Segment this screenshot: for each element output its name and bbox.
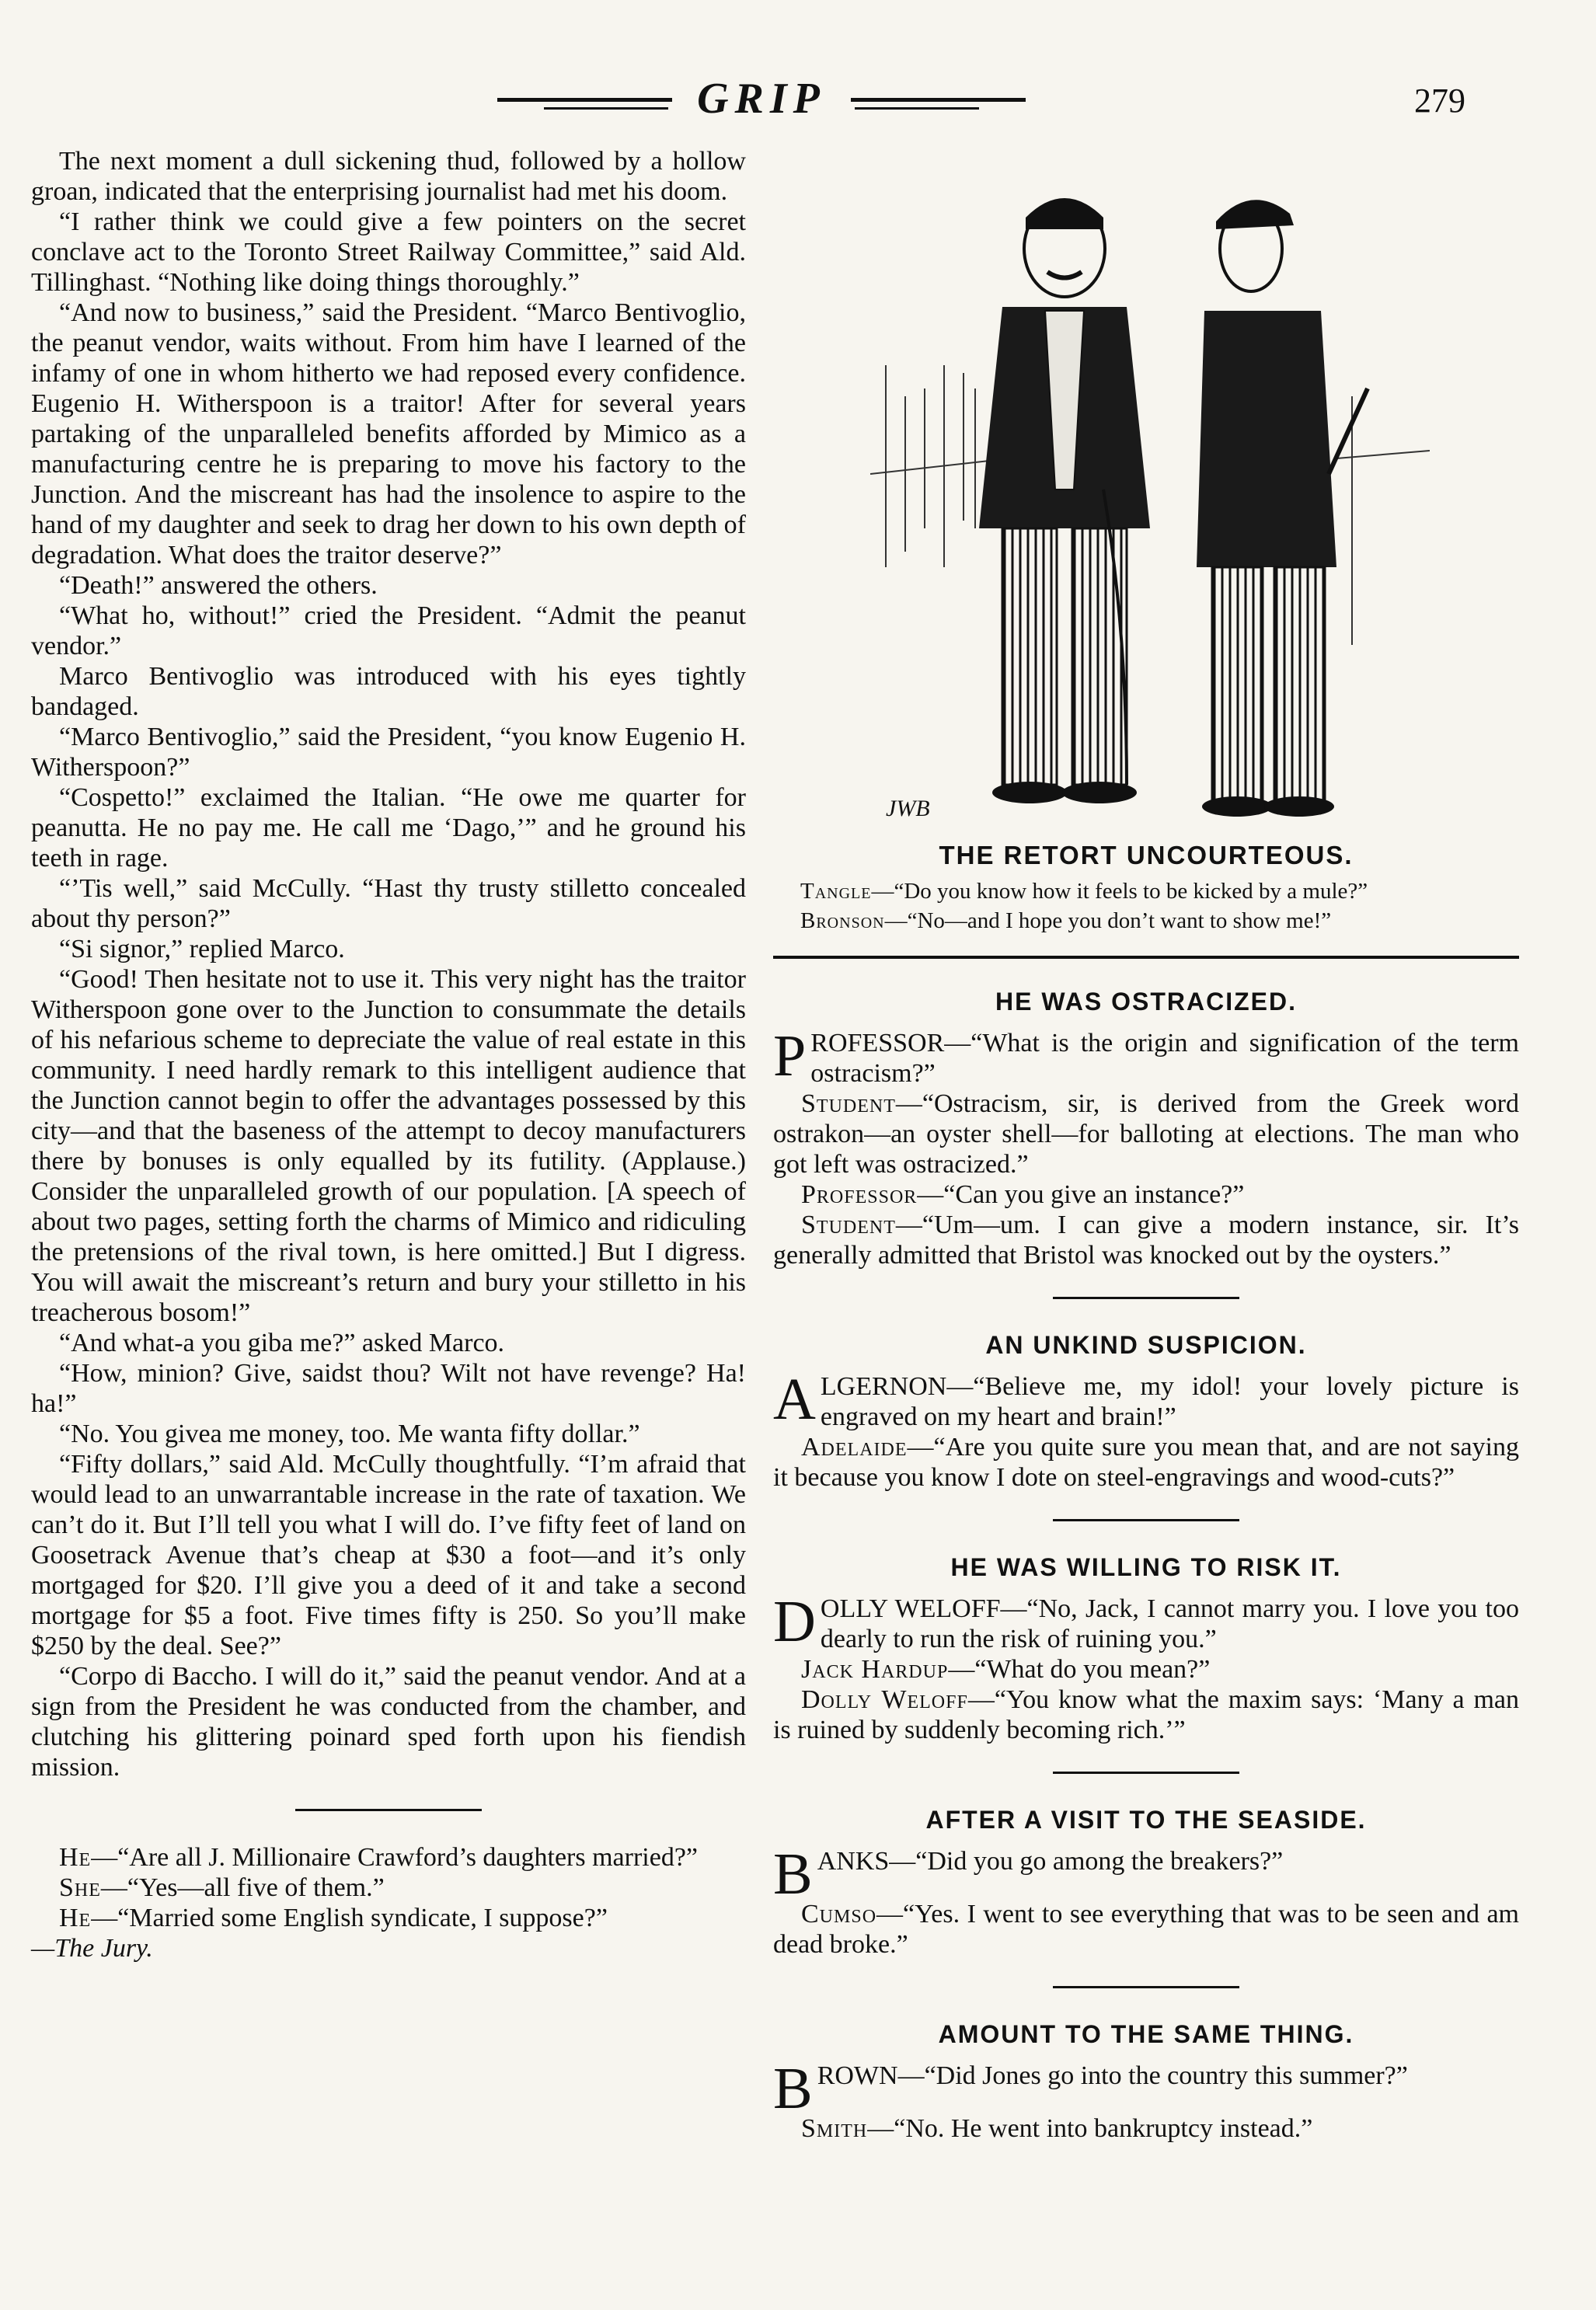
dialogue-text: —“Yes. I went to see everything that was to be seen and am dead broke.” — [773, 1900, 1519, 1959]
joke-text: —“Are all J. Millionaire Crawford’s daughters married?” — [91, 1843, 699, 1872]
caption-text: —“Do you know how it feels to be kicked by a mule?” — [871, 879, 1368, 904]
story-paragraph: “I rather think we could give a few pointers on the secret conclave act to the Toronto Street Railway Committee,” said Ald. Tillinghast. “Nothing like doing things thoroughly.” — [31, 207, 746, 297]
dialogue-text: —“No. He went into bankruptcy instead.” — [867, 2114, 1313, 2143]
source-text: —The Jury. — [31, 1934, 153, 1963]
dialogue-text: ROFESSOR—“What is the origin and signification of the term ostracism?” — [810, 1029, 1519, 1088]
speaker: Dolly Weloff — [801, 1685, 968, 1714]
cartoon-illustration — [870, 163, 1430, 847]
speaker: Smith — [801, 2114, 868, 2143]
story-paragraph: “And what-a you giba me?” asked Marco. — [59, 1329, 505, 1357]
masthead-rule-left-inner — [544, 107, 668, 110]
dialogue-text: —“Are you quite sure you mean that, and are not saying it because you know I dote on steel-engravings and wood-cuts?” — [773, 1433, 1519, 1492]
section-ostracized — [773, 987, 1519, 1270]
separator-rule — [1053, 1519, 1239, 1521]
drop-cap: A — [773, 1367, 816, 1432]
dialogue-line — [773, 1367, 1519, 1432]
joke-source — [31, 1933, 746, 1963]
caption-line — [800, 906, 1515, 935]
dialogue-line — [773, 1089, 1519, 1179]
story-paragraph: “Marco Bentivoglio,” said the President, “you know Eugenio H. Witherspoon?” — [31, 723, 746, 782]
story-paragraph: “Death!” answered the others. — [59, 571, 378, 600]
story-paragraph: “And now to business,” said the President. “Marco Bentivoglio, the peanut vendor, waits without. From him have I learned of the infamy of one in whom hitherto we had reposed every confidence. Eugenio H. Witherspoon is a traitor! After for several years partaking of the unparalleled benefits afforded by Mimico as a manufacturing centre he is preparing to move his factory to the Junction. And the miscreant has had the insolence to aspire to the hand of my daughter and seek to drag her down to his own depth of degradation. What does the traitor deserve?” — [31, 298, 746, 570]
speaker: Adelaide — [801, 1433, 908, 1462]
separator-rule — [1053, 1772, 1239, 1774]
speaker: He — [59, 1843, 92, 1872]
speaker: Cumso — [801, 1900, 877, 1928]
dialogue-line — [773, 2113, 1519, 2144]
speaker: Jack Hardup — [801, 1655, 949, 1684]
section-heading: AFTER A VISIT TO THE SEASIDE. — [925, 1806, 1367, 1834]
story-paragraph: The next moment a dull sickening thud, followed by a hollow groan, indicated that the enterprising journalist had met his doom. — [31, 147, 746, 206]
masthead-rule-right — [851, 98, 1026, 102]
dialogue-text: —“Ostracism, sir, is derived from the Greek word ostrakon—an oyster shell—for balloting at elections. The man who got left was ostracized.” — [773, 1089, 1519, 1179]
dialogue-line — [773, 1685, 1519, 1745]
speaker: Student — [801, 1089, 896, 1118]
story-paragraph: “How, minion? Give, saidst thou? Wilt not have revenge? Ha! ha!” — [31, 1359, 746, 1418]
section-heading: AMOUNT TO THE SAME THING. — [938, 2020, 1354, 2048]
separator-rule — [1053, 1986, 1239, 1988]
section-unkind-suspicion — [773, 1330, 1519, 1493]
dialogue-line — [773, 1589, 1519, 1654]
cartoon-image — [870, 163, 1430, 847]
dialogue-line — [773, 1899, 1519, 1960]
joke-line — [31, 1842, 746, 1873]
dialogue-line — [773, 1023, 1519, 1089]
masthead-rule-left — [497, 98, 672, 102]
figure-bronson — [1197, 200, 1368, 817]
story-paragraph: “Cospetto!” exclaimed the Italian. “He owe me quarter for peanutta. He no pay me. He call me ‘Dago,’” and he ground his teeth in rage. — [31, 783, 746, 873]
left-column — [31, 146, 746, 1963]
section-willing-to-risk — [773, 1552, 1519, 1745]
section-heading: AN UNKIND SUSPICION. — [985, 1331, 1307, 1359]
caption-line — [800, 876, 1515, 906]
dialogue-line — [773, 1210, 1519, 1270]
page-number: 279 — [1414, 82, 1465, 120]
speaker: Bronson — [800, 908, 885, 933]
separator-rule — [295, 1809, 482, 1811]
dialogue-text: ANKS—“Did you go among the breakers?” — [817, 1847, 1284, 1876]
separator-rule — [1053, 1297, 1239, 1299]
speaker: Professor — [801, 1180, 918, 1209]
story-paragraph: “Corpo di Baccho. I will do it,” said the peanut vendor. And at a sign from the President he was conducted from the chamber, and clutching his glittering poinard sped forth upon his fiendish mission. — [31, 1662, 746, 1782]
section-heading: HE WAS OSTRACIZED. — [995, 988, 1297, 1016]
drop-cap: B — [773, 2056, 813, 2121]
section-same-thing — [773, 2019, 1519, 2144]
masthead-title: GRIP — [697, 75, 826, 123]
story-paragraph: “Good! Then hesitate not to use it. This very night has the traitor Witherspoon gone over to the Junction to consummate the details of his nefarious scheme to depreciate the value of real estate in this community. I need hardly remark to this intelligent audience that the Junction cannot begin to offer the advantages possessed by this city—and that the baseness of the attempt to decoy manufacturers there by bonuses is only equalled by its futility. (Applause.) Consider the unparalleled growth of our population. [A speech of about two pages, setting forth the charms of Mimico and ridiculing the pretensions of the rival town, is here omitted.] But I digress. You will await the miscreant’s return and bury your stilletto in his treacherous bosom!” — [31, 965, 746, 1327]
dialogue-line — [773, 1432, 1519, 1493]
joke-he-she — [31, 1842, 746, 1963]
dialogue-line — [773, 1654, 1519, 1685]
cartoon-caption — [800, 876, 1515, 935]
speaker: Student — [801, 1211, 896, 1239]
dialogue-text: —“You know what the maxim says: ‘Many a man is ruined by suddenly becoming rich.’” — [773, 1685, 1519, 1744]
dialogue-line — [773, 1841, 1519, 1907]
section-after-seaside — [773, 1805, 1519, 1960]
dialogue-text: OLLY WELOFF—“No, Jack, I cannot marry you. I love you too dearly to run the risk of ruining you.” — [820, 1594, 1519, 1653]
caption-text: —“No—and I hope you don’t want to show me!” — [884, 908, 1332, 933]
speaker: Tangle — [800, 879, 872, 904]
joke-line — [31, 1873, 746, 1903]
dialogue-line — [773, 2056, 1519, 2121]
cartoon-title: THE RETORT UNCOURTEOUS. — [939, 841, 1354, 869]
figure-tangle — [979, 198, 1150, 803]
masthead — [497, 71, 1026, 126]
story-paragraph: “Si signor,” replied Marco. — [59, 935, 345, 963]
dialogue-text: —“Can you give an instance?” — [917, 1180, 1245, 1209]
drop-cap: D — [773, 1589, 816, 1654]
joke-text: —“Yes—all five of them.” — [100, 1873, 385, 1902]
right-column — [773, 956, 1519, 2144]
dialogue-text: LGERNON—“Believe me, my idol! your lovely picture is engraved on my heart and brain!” — [820, 1372, 1519, 1431]
dialogue-text: —“Um—um. I can give a modern instance, sir. It’s generally admitted that Bristol was knocked out by the oysters.” — [773, 1211, 1519, 1270]
drop-cap: P — [773, 1023, 807, 1089]
speaker: She — [59, 1873, 101, 1902]
speaker: He — [59, 1904, 92, 1932]
artist-signature: JWB — [886, 796, 930, 821]
joke-text: —“Married some English syndicate, I suppose?” — [91, 1904, 608, 1932]
dialogue-line — [773, 1179, 1519, 1210]
masthead-rule-right-inner — [855, 107, 979, 110]
drop-cap: B — [773, 1841, 813, 1907]
section-heading: HE WAS WILLING TO RISK IT. — [950, 1553, 1342, 1581]
story-paragraph: “’Tis well,” said McCully. “Hast thy trusty stilletto concealed about thy person?” — [31, 874, 746, 933]
story-paragraph: “Fifty dollars,” said Ald. McCully thoughtfully. “I’m afraid that would lead to an unwarrantable increase in the rate of taxation. We can’t do it. But I’ll tell you what I will do. I’ve fifty feet of land on Goosetrack Avenue that’s cheap at $30 a foot—and it’s only mortgaged for $20. I’ll give you a deed of it and take a second mortgage for $5 a foot. Five times fifty is 250. So you’ll make $250 by the deal. See?” — [31, 1450, 746, 1660]
joke-line — [31, 1903, 746, 1933]
dialogue-text: ROWN—“Did Jones go into the country this summer?” — [817, 2061, 1408, 2090]
story-paragraph: Marco Bentivoglio was introduced with his eyes tightly bandaged. — [31, 662, 746, 721]
separator-rule — [773, 956, 1519, 959]
story-paragraph: “What ho, without!” cried the President. “Admit the peanut vendor.” — [31, 601, 746, 660]
story-paragraph: “No. You givea me money, too. Me wanta fifty dollar.” — [59, 1420, 640, 1448]
dialogue-text: —“What do you mean?” — [948, 1655, 1211, 1684]
